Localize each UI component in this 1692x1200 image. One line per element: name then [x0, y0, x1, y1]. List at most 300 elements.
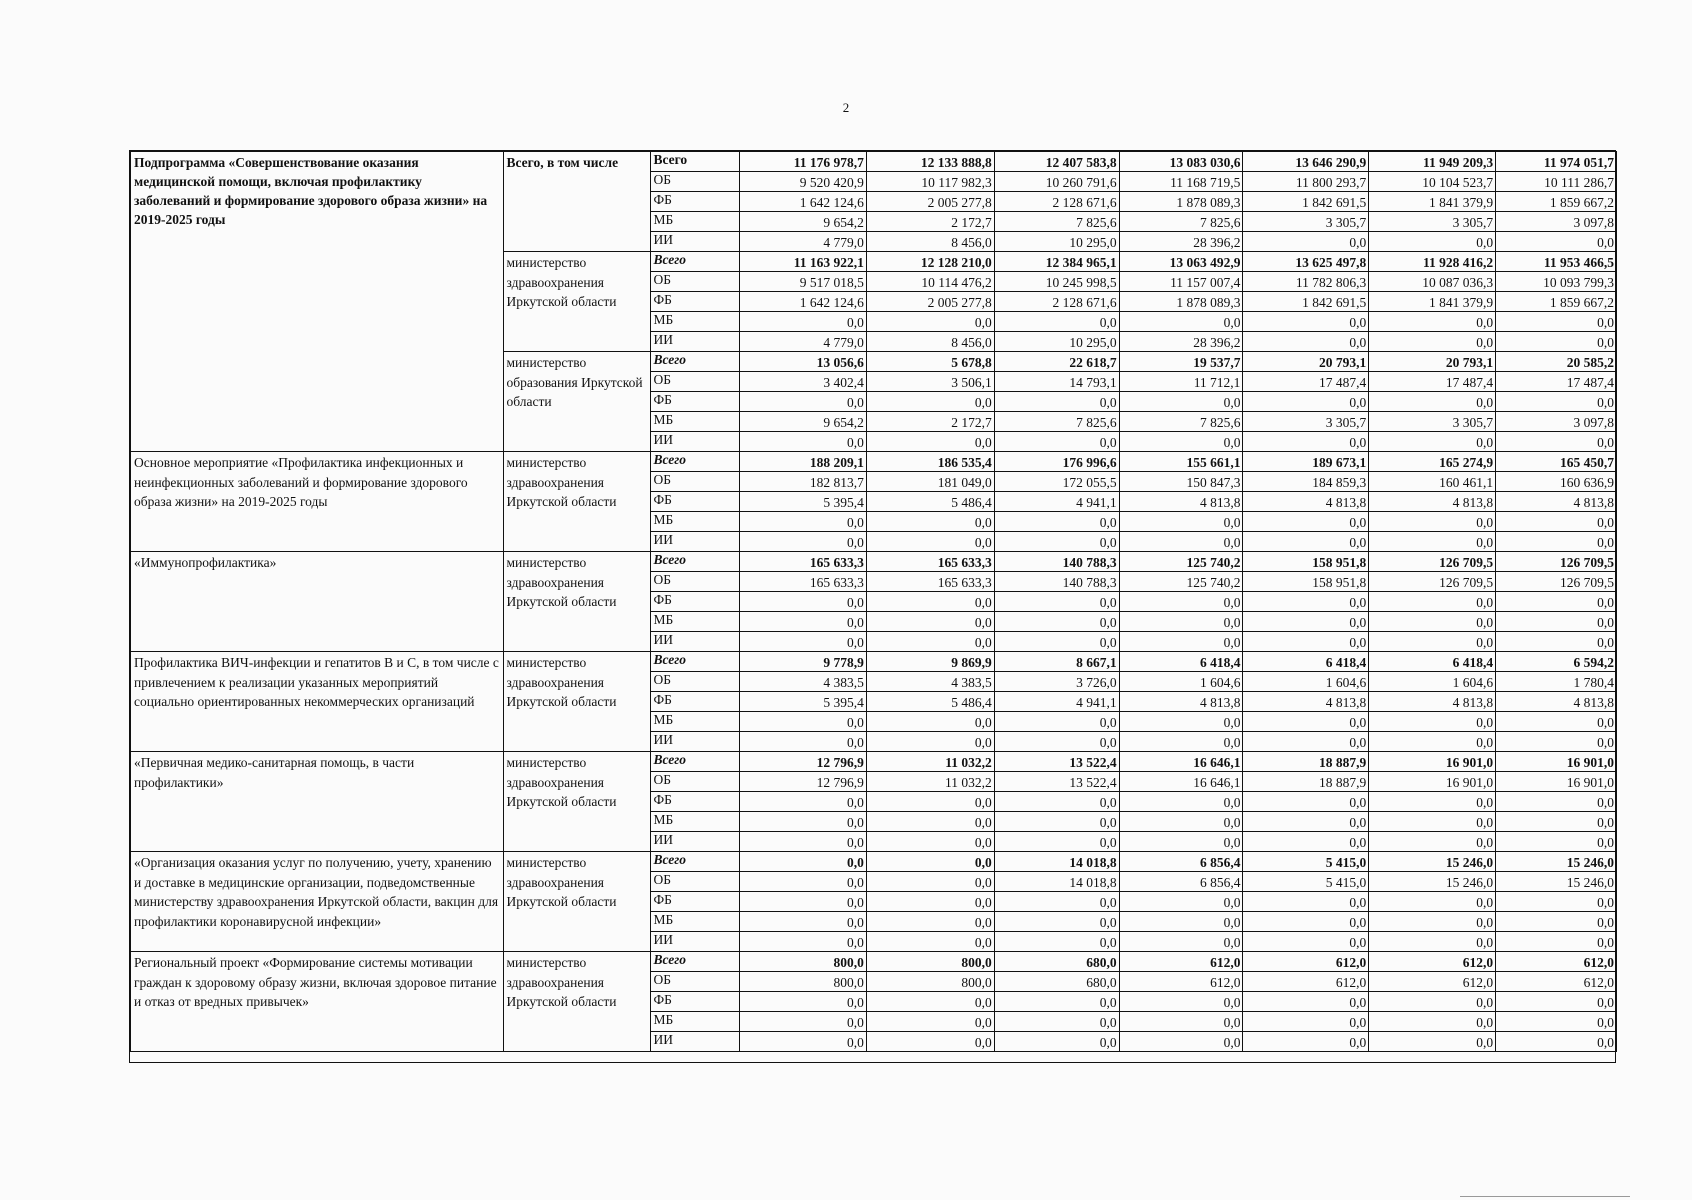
amount-cell: 0,0 — [740, 872, 867, 892]
amount-cell: 13 063 492,9 — [1119, 252, 1243, 272]
amount-cell: 0,0 — [994, 312, 1119, 332]
amount-cell: 4 813,8 — [1119, 492, 1243, 512]
amount-cell: 10 260 791,6 — [994, 172, 1119, 192]
amount-cell: 28 396,2 — [1119, 232, 1243, 252]
amount-cell: 28 396,2 — [1119, 332, 1243, 352]
amount-cell: 10 295,0 — [994, 232, 1119, 252]
amount-cell: 125 740,2 — [1119, 572, 1243, 592]
amount-cell: 1 842 691,5 — [1243, 192, 1369, 212]
amount-cell: 4 813,8 — [1243, 692, 1369, 712]
amount-cell: 150 847,3 — [1119, 472, 1243, 492]
amount-cell: 0,0 — [1119, 712, 1243, 732]
funding-source-cell: Всего — [651, 352, 740, 372]
funding-source-cell: ИИ — [651, 632, 740, 652]
executor-cell: министерство здравоохранения Иркутской области — [503, 652, 651, 752]
funding-source-cell: МБ — [651, 612, 740, 632]
amount-cell: 0,0 — [1243, 992, 1369, 1012]
amount-cell: 0,0 — [1119, 1012, 1243, 1032]
amount-cell: 0,0 — [866, 832, 994, 852]
amount-cell: 12 796,9 — [740, 752, 867, 772]
amount-cell: 11 168 719,5 — [1119, 172, 1243, 192]
funding-source-cell: Всего — [651, 652, 740, 672]
executor-cell: министерство здравоохранения Иркутской области — [503, 452, 651, 552]
amount-cell: 0,0 — [1243, 392, 1369, 412]
amount-cell: 0,0 — [740, 532, 867, 552]
amount-cell: 0,0 — [1243, 312, 1369, 332]
amount-cell: 0,0 — [1119, 432, 1243, 452]
amount-cell: 8 456,0 — [866, 232, 994, 252]
amount-cell: 0,0 — [866, 1012, 994, 1032]
amount-cell: 0,0 — [1243, 732, 1369, 752]
amount-cell: 0,0 — [1496, 312, 1617, 332]
amount-cell: 181 049,0 — [866, 472, 994, 492]
amount-cell: 0,0 — [1243, 632, 1369, 652]
funding-source-cell: ФБ — [651, 392, 740, 412]
amount-cell: 0,0 — [1119, 732, 1243, 752]
amount-cell: 0,0 — [866, 432, 994, 452]
amount-cell: 13 056,6 — [740, 352, 867, 372]
executor-cell: министерство здравоохранения Иркутской области — [503, 952, 651, 1052]
amount-cell: 5 486,4 — [866, 492, 994, 512]
amount-cell: 0,0 — [1496, 332, 1617, 352]
amount-cell: 6 418,4 — [1369, 652, 1496, 672]
table-row — [131, 752, 1617, 772]
amount-cell: 800,0 — [740, 952, 867, 972]
amount-cell: 0,0 — [1119, 992, 1243, 1012]
amount-cell: 1 841 379,9 — [1369, 192, 1496, 212]
amount-cell: 1 842 691,5 — [1243, 292, 1369, 312]
amount-cell: 0,0 — [1369, 612, 1496, 632]
amount-cell: 0,0 — [866, 712, 994, 732]
amount-cell: 0,0 — [740, 432, 867, 452]
amount-cell: 0,0 — [1243, 832, 1369, 852]
amount-cell: 165 633,3 — [740, 552, 867, 572]
amount-cell: 0,0 — [1243, 512, 1369, 532]
amount-cell: 12 796,9 — [740, 772, 867, 792]
amount-cell: 158 951,8 — [1243, 572, 1369, 592]
amount-cell: 1 642 124,6 — [740, 192, 867, 212]
amount-cell: 612,0 — [1243, 972, 1369, 992]
amount-cell: 1 859 667,2 — [1496, 292, 1617, 312]
amount-cell: 0,0 — [1369, 792, 1496, 812]
amount-cell: 6 418,4 — [1243, 652, 1369, 672]
amount-cell: 0,0 — [994, 892, 1119, 912]
amount-cell: 0,0 — [994, 1012, 1119, 1032]
amount-cell: 0,0 — [1243, 612, 1369, 632]
amount-cell: 20 793,1 — [1243, 352, 1369, 372]
amount-cell: 5 415,0 — [1243, 872, 1369, 892]
amount-cell: 0,0 — [866, 892, 994, 912]
amount-cell: 0,0 — [866, 912, 994, 932]
amount-cell: 11 032,2 — [866, 772, 994, 792]
funding-source-cell: Всего — [651, 252, 740, 272]
amount-cell: 15 246,0 — [1369, 872, 1496, 892]
amount-cell: 12 128 210,0 — [866, 252, 994, 272]
amount-cell: 7 825,6 — [994, 412, 1119, 432]
amount-cell: 0,0 — [1496, 712, 1617, 732]
amount-cell: 3 097,8 — [1496, 212, 1617, 232]
amount-cell: 0,0 — [1496, 932, 1617, 952]
amount-cell: 12 133 888,8 — [866, 152, 994, 172]
amount-cell: 0,0 — [994, 632, 1119, 652]
amount-cell: 612,0 — [1369, 952, 1496, 972]
amount-cell: 8 456,0 — [866, 332, 994, 352]
amount-cell: 0,0 — [1496, 992, 1617, 1012]
amount-cell: 0,0 — [1369, 712, 1496, 732]
amount-cell: 12 407 583,8 — [994, 152, 1119, 172]
amount-cell: 0,0 — [740, 812, 867, 832]
amount-cell: 0,0 — [866, 1032, 994, 1052]
executor-cell: министерство здравоохранения Иркутской области — [503, 752, 651, 852]
amount-cell: 15 246,0 — [1496, 872, 1617, 892]
funding-source-cell: ОБ — [651, 572, 740, 592]
amount-cell: 11 974 051,7 — [1496, 152, 1617, 172]
amount-cell: 160 636,9 — [1496, 472, 1617, 492]
amount-cell: 11 953 466,5 — [1496, 252, 1617, 272]
amount-cell: 19 537,7 — [1119, 352, 1243, 372]
funding-source-cell: МБ — [651, 712, 740, 732]
amount-cell: 1 841 379,9 — [1369, 292, 1496, 312]
amount-cell: 0,0 — [1243, 332, 1369, 352]
amount-cell: 18 887,9 — [1243, 752, 1369, 772]
amount-cell: 10 114 476,2 — [866, 272, 994, 292]
amount-cell: 0,0 — [1119, 392, 1243, 412]
funding-source-cell: ОБ — [651, 872, 740, 892]
amount-cell: 126 709,5 — [1369, 572, 1496, 592]
amount-cell: 0,0 — [866, 532, 994, 552]
amount-cell: 0,0 — [740, 912, 867, 932]
funding-table — [130, 151, 1617, 1052]
amount-cell: 18 887,9 — [1243, 772, 1369, 792]
funding-source-cell: МБ — [651, 212, 740, 232]
amount-cell: 0,0 — [1243, 792, 1369, 812]
amount-cell: 165 274,9 — [1369, 452, 1496, 472]
amount-cell: 5 415,0 — [1243, 852, 1369, 872]
amount-cell: 612,0 — [1243, 952, 1369, 972]
funding-source-cell: МБ — [651, 812, 740, 832]
amount-cell: 3 305,7 — [1369, 412, 1496, 432]
amount-cell: 0,0 — [740, 732, 867, 752]
executor-cell: министерство здравоохранения Иркутской области — [503, 252, 651, 352]
amount-cell: 0,0 — [740, 1032, 867, 1052]
amount-cell: 0,0 — [1119, 792, 1243, 812]
amount-cell: 4 941,1 — [994, 492, 1119, 512]
funding-source-cell: ИИ — [651, 1032, 740, 1052]
funding-source-cell: МБ — [651, 912, 740, 932]
amount-cell: 0,0 — [994, 532, 1119, 552]
amount-cell: 11 163 922,1 — [740, 252, 867, 272]
amount-cell: 4 813,8 — [1496, 692, 1617, 712]
amount-cell: 14 018,8 — [994, 852, 1119, 872]
amount-cell: 0,0 — [866, 632, 994, 652]
amount-cell: 0,0 — [866, 312, 994, 332]
amount-cell: 0,0 — [1119, 592, 1243, 612]
amount-cell: 188 209,1 — [740, 452, 867, 472]
funding-source-cell: Всего — [651, 952, 740, 972]
amount-cell: 4 813,8 — [1369, 492, 1496, 512]
amount-cell: 0,0 — [1119, 912, 1243, 932]
amount-cell: 800,0 — [866, 952, 994, 972]
amount-cell: 4 941,1 — [994, 692, 1119, 712]
amount-cell: 3 726,0 — [994, 672, 1119, 692]
amount-cell: 0,0 — [1369, 532, 1496, 552]
amount-cell: 0,0 — [1369, 892, 1496, 912]
amount-cell: 14 793,1 — [994, 372, 1119, 392]
amount-cell: 0,0 — [866, 992, 994, 1012]
amount-cell: 0,0 — [1243, 912, 1369, 932]
amount-cell: 182 813,7 — [740, 472, 867, 492]
amount-cell: 0,0 — [1369, 592, 1496, 612]
amount-cell: 3 305,7 — [1243, 212, 1369, 232]
amount-cell: 2 005 277,8 — [866, 292, 994, 312]
amount-cell: 15 246,0 — [1496, 852, 1617, 872]
amount-cell: 0,0 — [1496, 832, 1617, 852]
amount-cell: 1 604,6 — [1119, 672, 1243, 692]
executor-cell: министерство здравоохранения Иркутской области — [503, 852, 651, 952]
amount-cell: 0,0 — [1243, 892, 1369, 912]
amount-cell: 0,0 — [1369, 232, 1496, 252]
amount-cell: 3 506,1 — [866, 372, 994, 392]
executor-cell: Всего, в том числе — [503, 152, 651, 252]
funding-source-cell: ФБ — [651, 292, 740, 312]
amount-cell: 17 487,4 — [1369, 372, 1496, 392]
amount-cell: 0,0 — [740, 892, 867, 912]
amount-cell: 0,0 — [1496, 232, 1617, 252]
amount-cell: 0,0 — [866, 592, 994, 612]
activity-name-cell: Профилактика ВИЧ-инфекции и гепатитов В и С, в том числе с привлечением к реализации указанных мероприятий социально ориентированных некоммерческих организаций — [131, 652, 504, 752]
amount-cell: 0,0 — [1119, 512, 1243, 532]
amount-cell: 7 825,6 — [1119, 212, 1243, 232]
amount-cell: 0,0 — [1243, 1032, 1369, 1052]
funding-source-cell: ФБ — [651, 192, 740, 212]
amount-cell: 15 246,0 — [1369, 852, 1496, 872]
amount-cell: 0,0 — [1369, 312, 1496, 332]
amount-cell: 155 661,1 — [1119, 452, 1243, 472]
amount-cell: 0,0 — [1243, 592, 1369, 612]
activity-name-cell: «Организация оказания услуг по получению, учету, хранению и доставке в медицинские организации, подведомственные министерству здравоохранения Иркутской области, вакцин для профилактики коронавирусной инфекции» — [131, 852, 504, 952]
amount-cell: 0,0 — [740, 392, 867, 412]
amount-cell: 0,0 — [1119, 832, 1243, 852]
amount-cell: 0,0 — [1119, 632, 1243, 652]
amount-cell: 2 128 671,6 — [994, 192, 1119, 212]
amount-cell: 0,0 — [994, 992, 1119, 1012]
amount-cell: 0,0 — [994, 792, 1119, 812]
amount-cell: 3 402,4 — [740, 372, 867, 392]
amount-cell: 13 083 030,6 — [1119, 152, 1243, 172]
amount-cell: 0,0 — [1119, 812, 1243, 832]
table-row — [131, 652, 1617, 672]
funding-source-cell: Всего — [651, 752, 740, 772]
amount-cell: 0,0 — [866, 812, 994, 832]
amount-cell: 0,0 — [994, 392, 1119, 412]
amount-cell: 10 087 036,3 — [1369, 272, 1496, 292]
amount-cell: 0,0 — [1496, 592, 1617, 612]
amount-cell: 4 383,5 — [866, 672, 994, 692]
amount-cell: 172 055,5 — [994, 472, 1119, 492]
amount-cell: 0,0 — [866, 612, 994, 632]
amount-cell: 6 856,4 — [1119, 852, 1243, 872]
amount-cell: 0,0 — [1496, 1032, 1617, 1052]
amount-cell: 10 117 982,3 — [866, 172, 994, 192]
funding-source-cell: ФБ — [651, 692, 740, 712]
activity-name-cell: Подпрограмма «Совершенствование оказания медицинской помощи, включая профилактику заболеваний и формирование здорового образа жизни» на 2019-2025 годы — [131, 152, 504, 452]
amount-cell: 11 782 806,3 — [1243, 272, 1369, 292]
amount-cell: 11 712,1 — [1119, 372, 1243, 392]
amount-cell: 16 901,0 — [1369, 752, 1496, 772]
funding-source-cell: ОБ — [651, 972, 740, 992]
amount-cell: 680,0 — [994, 952, 1119, 972]
amount-cell: 12 384 965,1 — [994, 252, 1119, 272]
amount-cell: 140 788,3 — [994, 552, 1119, 572]
amount-cell: 158 951,8 — [1243, 552, 1369, 572]
amount-cell: 0,0 — [1243, 812, 1369, 832]
funding-source-cell: Всего — [651, 452, 740, 472]
amount-cell: 0,0 — [1119, 892, 1243, 912]
amount-cell: 0,0 — [866, 852, 994, 872]
funding-source-cell: Всего — [651, 852, 740, 872]
amount-cell: 0,0 — [740, 852, 867, 872]
amount-cell: 0,0 — [994, 732, 1119, 752]
funding-source-cell: МБ — [651, 1012, 740, 1032]
funding-source-cell: ИИ — [651, 532, 740, 552]
amount-cell: 9 654,2 — [740, 212, 867, 232]
amount-cell: 4 813,8 — [1496, 492, 1617, 512]
amount-cell: 0,0 — [1369, 832, 1496, 852]
amount-cell: 0,0 — [1243, 712, 1369, 732]
amount-cell: 5 678,8 — [866, 352, 994, 372]
amount-cell: 176 996,6 — [994, 452, 1119, 472]
amount-cell: 189 673,1 — [1243, 452, 1369, 472]
funding-source-cell: ИИ — [651, 732, 740, 752]
executor-cell: министерство образования Иркутской области — [503, 352, 651, 452]
amount-cell: 0,0 — [1243, 532, 1369, 552]
amount-cell: 2 172,7 — [866, 412, 994, 432]
amount-cell: 17 487,4 — [1243, 372, 1369, 392]
amount-cell: 0,0 — [1119, 932, 1243, 952]
amount-cell: 0,0 — [1496, 632, 1617, 652]
amount-cell: 612,0 — [1496, 952, 1617, 972]
amount-cell: 8 667,1 — [994, 652, 1119, 672]
activity-name-cell: Региональный проект «Формирование системы мотивации граждан к здоровому образу жизни, включая здоровое питание и отказ от вредных привычек» — [131, 952, 504, 1052]
funding-source-cell: ОБ — [651, 372, 740, 392]
amount-cell: 1 878 089,3 — [1119, 192, 1243, 212]
amount-cell: 0,0 — [740, 792, 867, 812]
amount-cell: 0,0 — [1119, 312, 1243, 332]
amount-cell: 0,0 — [1369, 1012, 1496, 1032]
amount-cell: 2 128 671,6 — [994, 292, 1119, 312]
amount-cell: 0,0 — [1369, 732, 1496, 752]
amount-cell: 10 093 799,3 — [1496, 272, 1617, 292]
amount-cell: 0,0 — [866, 932, 994, 952]
amount-cell: 0,0 — [994, 512, 1119, 532]
amount-cell: 0,0 — [994, 592, 1119, 612]
amount-cell: 1 604,6 — [1243, 672, 1369, 692]
amount-cell: 0,0 — [1369, 432, 1496, 452]
funding-source-cell: Всего — [651, 152, 740, 172]
funding-source-cell: ИИ — [651, 432, 740, 452]
amount-cell: 1 780,4 — [1496, 672, 1617, 692]
amount-cell: 126 709,5 — [1369, 552, 1496, 572]
amount-cell: 10 295,0 — [994, 332, 1119, 352]
amount-cell: 6 418,4 — [1119, 652, 1243, 672]
amount-cell: 2 172,7 — [866, 212, 994, 232]
amount-cell: 11 176 978,7 — [740, 152, 867, 172]
amount-cell: 0,0 — [1496, 912, 1617, 932]
funding-source-cell: ОБ — [651, 472, 740, 492]
amount-cell: 0,0 — [1369, 992, 1496, 1012]
amount-cell: 14 018,8 — [994, 872, 1119, 892]
amount-cell: 680,0 — [994, 972, 1119, 992]
amount-cell: 0,0 — [994, 612, 1119, 632]
amount-cell: 22 618,7 — [994, 352, 1119, 372]
amount-cell: 5 486,4 — [866, 692, 994, 712]
amount-cell: 0,0 — [1243, 432, 1369, 452]
amount-cell: 3 305,7 — [1369, 212, 1496, 232]
amount-cell: 0,0 — [1496, 392, 1617, 412]
amount-cell: 11 157 007,4 — [1119, 272, 1243, 292]
amount-cell: 0,0 — [1243, 932, 1369, 952]
funding-source-cell: Всего — [651, 552, 740, 572]
table-row — [131, 552, 1617, 572]
activity-name-cell: «Первичная медико-санитарная помощь, в части профилактики» — [131, 752, 504, 852]
amount-cell: 5 395,4 — [740, 692, 867, 712]
amount-cell: 0,0 — [740, 1012, 867, 1032]
amount-cell: 0,0 — [1496, 1012, 1617, 1032]
amount-cell: 4 383,5 — [740, 672, 867, 692]
table-row — [131, 852, 1617, 872]
amount-cell: 0,0 — [1496, 812, 1617, 832]
funding-table-body — [131, 152, 1617, 1052]
funding-source-cell: МБ — [651, 312, 740, 332]
amount-cell: 0,0 — [1369, 632, 1496, 652]
amount-cell: 0,0 — [866, 392, 994, 412]
amount-cell: 0,0 — [1496, 892, 1617, 912]
amount-cell: 0,0 — [1369, 332, 1496, 352]
amount-cell: 140 788,3 — [994, 572, 1119, 592]
amount-cell: 165 633,3 — [866, 572, 994, 592]
amount-cell: 9 778,9 — [740, 652, 867, 672]
amount-cell: 9 869,9 — [866, 652, 994, 672]
amount-cell: 13 522,4 — [994, 752, 1119, 772]
amount-cell: 0,0 — [866, 792, 994, 812]
amount-cell: 0,0 — [994, 812, 1119, 832]
amount-cell: 160 461,1 — [1369, 472, 1496, 492]
amount-cell: 165 450,7 — [1496, 452, 1617, 472]
amount-cell: 1 604,6 — [1369, 672, 1496, 692]
amount-cell: 13 522,4 — [994, 772, 1119, 792]
amount-cell: 10 245 998,5 — [994, 272, 1119, 292]
amount-cell: 0,0 — [1369, 912, 1496, 932]
amount-cell: 0,0 — [1369, 392, 1496, 412]
amount-cell: 0,0 — [866, 732, 994, 752]
amount-cell: 0,0 — [1496, 732, 1617, 752]
amount-cell: 0,0 — [740, 512, 867, 532]
amount-cell: 0,0 — [1496, 532, 1617, 552]
amount-cell: 4 813,8 — [1369, 692, 1496, 712]
funding-source-cell: ИИ — [651, 232, 740, 252]
amount-cell: 16 646,1 — [1119, 772, 1243, 792]
funding-source-cell: ОБ — [651, 672, 740, 692]
amount-cell: 126 709,5 — [1496, 572, 1617, 592]
amount-cell: 6 856,4 — [1119, 872, 1243, 892]
funding-source-cell: МБ — [651, 512, 740, 532]
amount-cell: 9 654,2 — [740, 412, 867, 432]
funding-source-cell: ИИ — [651, 932, 740, 952]
amount-cell: 9 520 420,9 — [740, 172, 867, 192]
amount-cell: 11 949 209,3 — [1369, 152, 1496, 172]
amount-cell: 13 625 497,8 — [1243, 252, 1369, 272]
funding-source-cell: МБ — [651, 412, 740, 432]
